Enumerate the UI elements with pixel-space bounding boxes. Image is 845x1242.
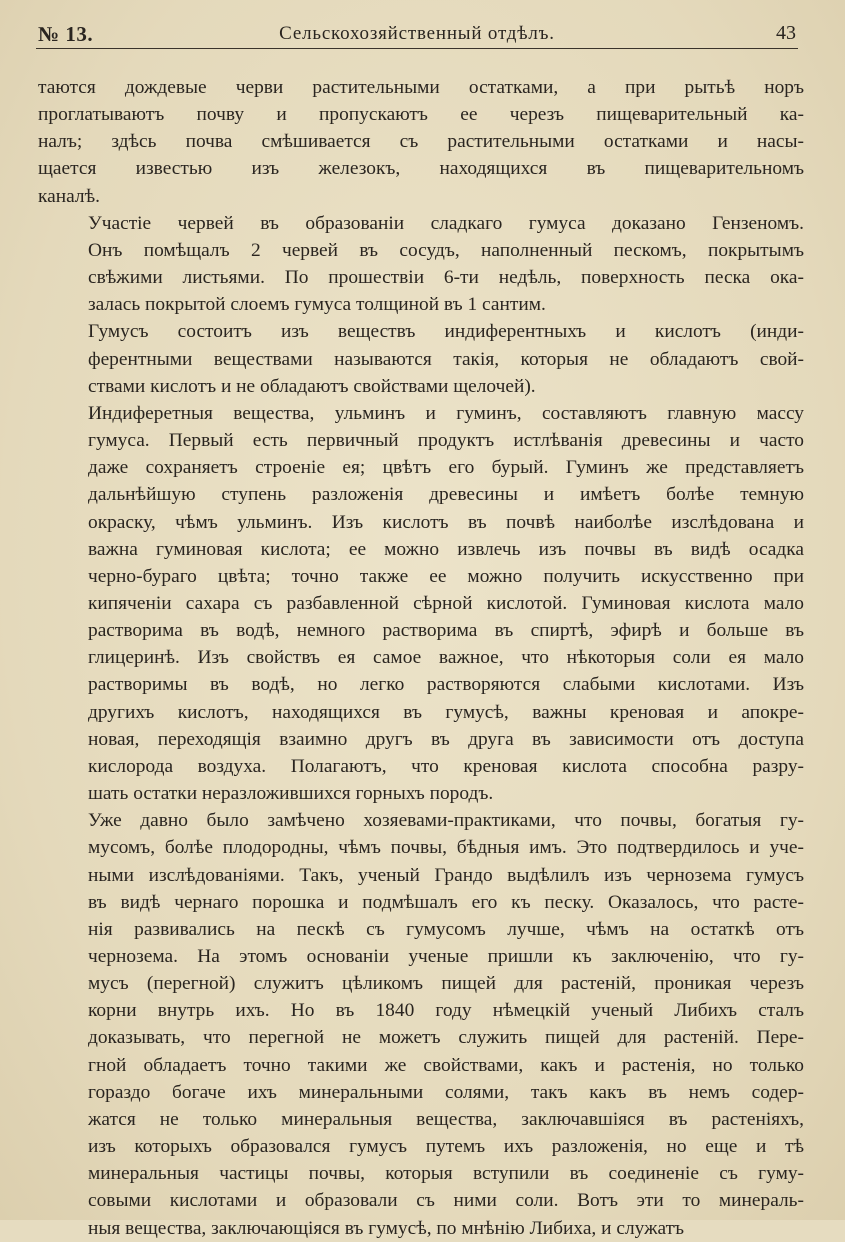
text-line: Индиферетныя вещества, ульминъ и гуминъ, составляютъ главную массу xyxy=(88,402,804,424)
text-line: нія развивались на пескѣ съ гумусомъ лучше, чѣмъ на остаткѣ отъ xyxy=(88,918,804,940)
text-line: жатся не только минеральныя вещества, заключавшіяся въ растеніяхъ, xyxy=(88,1108,804,1130)
text-line: щается известью изъ железокъ, находящихся въ пищеварительномъ xyxy=(38,158,804,180)
text-line: мусъ (перегной) служитъ цѣликомъ пищей для растеній, проникая черезъ xyxy=(88,973,804,995)
text-line: налъ; здѣсь почва смѣшивается съ растительными остатками и насы- xyxy=(38,131,804,153)
text-line: ствами кислотъ и не обладаютъ свойствами щелочей). xyxy=(88,375,536,397)
text-line: кислорода воздуха. Полагаютъ, что креновая кислота способна разру- xyxy=(88,755,804,777)
text-line: свѣжими листьями. По прошествіи 6-ти недѣль, поверхность песка ока- xyxy=(88,267,804,289)
text-line: залась покрытой слоемъ гумуса толщиной въ 1 сантим. xyxy=(88,294,546,316)
text-line: чернозема. На этомъ основаніи ученые пришли къ заключенію, что гу- xyxy=(88,946,804,967)
text-line: глицеринѣ. Изъ свойствъ ея самое важное, что нѣкоторыя соли ея мало xyxy=(88,647,804,669)
text-line: даже сохраняетъ строеніе ея; цвѣтъ его бурый. Гуминъ же представляетъ xyxy=(88,457,804,479)
text-line: Гумусъ состоитъ изъ веществъ индиферентныхъ и кислотъ (инди- xyxy=(88,321,804,343)
paragraph xyxy=(38,400,804,807)
text-line: дальнѣйшую ступень разложенія древесины и имѣетъ болѣе темную xyxy=(88,484,804,506)
text-line: проглатываютъ почву и пропускаютъ ее черезъ пищеварительный ка- xyxy=(38,104,804,126)
text-line: кипяченіи сахара съ разбавленной сѣрной кислотой. Гуминовая кислота мало xyxy=(88,592,804,614)
section-title: Сельскохозяйственный отдѣлъ. xyxy=(279,23,555,44)
text-line: изъ которыхъ образовался гумусъ путемъ ихъ разложенія, но еще и тѣ xyxy=(88,1136,804,1158)
text-line: доказывать, что перегной не можетъ служить пищей для растеній. Пере- xyxy=(88,1027,804,1049)
text-line: новая, переходящія взаимно другъ въ друга въ зависимости отъ доступа xyxy=(88,728,804,750)
text-line: важна гуминовая кислота; ее можно извлечь изъ почвы въ видѣ осадка xyxy=(88,538,804,560)
paragraph xyxy=(38,210,804,319)
text-line: гной обладаетъ точно такими же свойствами, какъ и растенія, но только xyxy=(88,1054,804,1076)
text-line: Участіе червей въ образованіи сладкаго гумуса доказано Гензеномъ. xyxy=(88,212,804,234)
text-line: Уже давно было замѣчено хозяевами-практиками, что почвы, богатыя гу- xyxy=(88,810,804,832)
text-line: ными изслѣдованіями. Такъ, ученый Грандо выдѣлилъ изъ чернозема гумусъ xyxy=(88,864,804,886)
text-line: мусомъ, болѣе плодородны, чѣмъ почвы, бѣдныя имъ. Это подтвердилось и уче- xyxy=(88,837,804,859)
text-line: ныя вещества, заключающіяся въ гумусѣ, по мнѣнію Либиха, и служатъ xyxy=(88,1217,685,1239)
text-line: растворима въ водѣ, немного растворима въ спиртѣ, эфирѣ и больше въ xyxy=(88,620,804,642)
text-line: минеральныя частицы почвы, которыя вступили въ соединеніе съ гуму- xyxy=(88,1163,804,1185)
text-line: окраску, чѣмъ ульминъ. Изъ кислотъ въ почвѣ наиболѣе изслѣдована и xyxy=(88,511,804,533)
page-header xyxy=(36,20,798,49)
text-line: ферентными веществами называются такія, которыя не обладаютъ свой- xyxy=(88,348,804,370)
text-line: растворимы въ водѣ, но легко растворяются слабыми кислотами. Изъ xyxy=(88,674,804,696)
text-line: черно-бураго цвѣта; точно также ее можно получить искусственно при xyxy=(88,565,804,587)
paragraph xyxy=(38,318,804,399)
text-line: другихъ кислотъ, находящихся въ гумусѣ, важны креновая и апокре- xyxy=(88,701,804,723)
page-number: 43 xyxy=(776,22,796,44)
text-line: каналѣ. xyxy=(38,185,100,207)
text-line: таются дождевые черви растительными остатками, а при рытьѣ норъ xyxy=(38,77,804,98)
issue-number: № 13. xyxy=(38,22,94,46)
paragraph xyxy=(38,74,804,210)
text-line: гумуса. Первый есть первичный продуктъ истлѣванія древесины и часто xyxy=(88,430,804,452)
article-body xyxy=(38,74,804,1242)
text-line: Онъ помѣщалъ 2 червей въ сосудъ, наполненный пескомъ, покрытымъ xyxy=(88,239,804,261)
text-line: въ видѣ чернаго порошка и подмѣшалъ его къ песку. Оказалось, что расте- xyxy=(88,891,804,913)
paragraph xyxy=(38,807,804,1242)
text-line: совыми кислотами и образовали съ ними соли. Вотъ эти то минераль- xyxy=(88,1190,804,1212)
text-line: гораздо богаче ихъ минеральными солями, такъ какъ въ немъ содер- xyxy=(88,1081,804,1103)
text-line: корни внутрь ихъ. Но въ 1840 году нѣмецкій ученый Либихъ сталъ xyxy=(88,1000,804,1022)
text-line: шать остатки неразложившихся горныхъ породъ. xyxy=(88,783,494,805)
